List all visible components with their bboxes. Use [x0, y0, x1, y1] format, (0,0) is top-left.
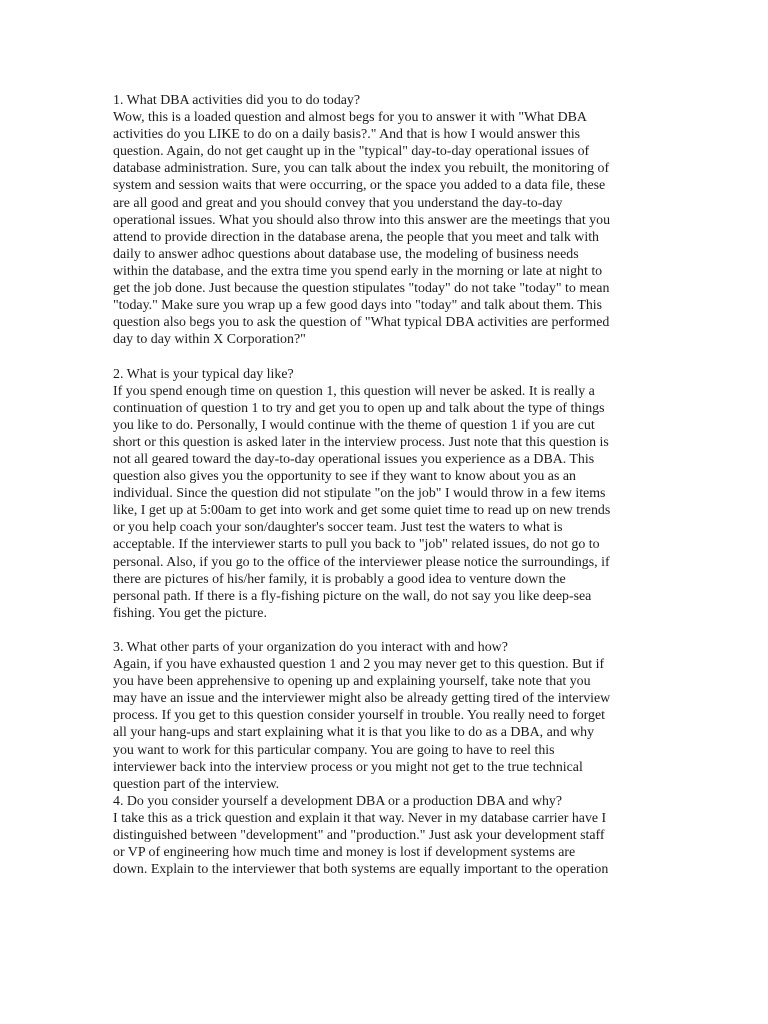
- body-text-line: you like to do. Personally, I would continue with the theme of question 1 if you are cut: [113, 417, 595, 433]
- body-text-line: I take this as a trick question and explain it that way. Never in my database carrier have I: [113, 810, 607, 826]
- body-text-line: distinguished between "development" and "production." Just ask your development staff: [113, 828, 605, 844]
- body-text-line: If you spend enough time on question 1, this question will never be asked. It is really a: [113, 383, 595, 399]
- body-text-line: not all geared toward the day-to-day operational issues you experience as a DBA. This: [113, 451, 595, 467]
- question-heading-line: 3. What other parts of your organization do you interact with and how?: [113, 640, 508, 655]
- body-text-line: personal path. If there is a fly-fishing picture on the wall, do not say you like deep-sea: [113, 588, 592, 604]
- body-text-line: acceptable. If the interviewer starts to pull you back to "job" related issues, do not go to: [113, 537, 600, 553]
- body-text-line: operational issues. What you should also throw into this answer are the meetings that you: [113, 212, 611, 228]
- question-heading-line: 1. What DBA activities did you to do today?: [113, 93, 361, 108]
- body-text-line: or you help coach your son/daughter's soccer team. Just test the waters to what is: [113, 520, 563, 536]
- paragraph-gap: [113, 348, 661, 365]
- body-text-line: Again, if you have exhausted question 1 and 2 you may never get to this question. But if: [113, 657, 605, 673]
- body-text-line: individual. Since the question did not stipulate "on the job" I would throw in a few items: [113, 486, 606, 502]
- body-text-line: daily to answer adhoc questions about database use, the modeling of business needs: [113, 246, 579, 262]
- body-text-line: Wow, this is a loaded question and almost begs for you to answer it with "What DBA: [113, 110, 587, 126]
- body-text-line: "today." Make sure you wrap up a few good days into "today" and talk about them. This: [113, 298, 603, 314]
- body-text-line: database administration. Sure, you can talk about the index you rebuilt, the monitoring of: [113, 161, 610, 177]
- body-text-line: activities do you LIKE to do on a daily basis?." And that is how I would answer this: [113, 127, 581, 143]
- body-text-line: question. Again, do not get caught up in the "typical" day-to-day operational issues of: [113, 144, 590, 160]
- body-text-line: or VP of engineering how much time and money is lost if development systems are: [113, 845, 576, 861]
- body-text-line: personal. Also, if you go to the office of the interviewer please notice the surroundings, if: [113, 554, 610, 570]
- paragraph-gap: [113, 622, 661, 639]
- body-text-line: are all good and great and you should convey that you understand the day-to-day: [113, 195, 563, 211]
- body-text-line: attend to provide direction in the database arena, the people that you meet and talk with: [113, 229, 600, 245]
- body-text-line: continuation of question 1 to try and get you to open up and talk about the type of things: [113, 400, 605, 416]
- body-text-line: you have been apprehensive to opening up and explaining yourself, take note that you: [113, 674, 591, 690]
- body-text-line: process. If you get to this question consider yourself in trouble. You really need to forget: [113, 708, 605, 724]
- body-text-line: down. Explain to the interviewer that both systems are equally important to the operation: [113, 862, 609, 878]
- body-text-line: interviewer back into the interview process or you might not get to the true technical: [113, 759, 583, 775]
- body-text-line: you want to work for this particular company. You are going to have to reel this: [113, 742, 555, 758]
- body-text-line: short or this question is asked later in the interview process. Just note that this question is: [113, 434, 609, 450]
- body-text-line: system and session waits that were occurring, or the space you added to a data file, these: [113, 178, 606, 194]
- question-heading-line: 2. What is your typical day like?: [113, 366, 294, 382]
- body-text-line: question also gives you the opportunity to see if they want to know about you as an: [113, 469, 576, 485]
- body-text-line: fishing. You get the picture.: [113, 605, 267, 621]
- body-text-line: like, I get up at 5:00am to get into work and get some quiet time to read up on new trends: [113, 503, 611, 519]
- body-text-line: within the database, and the extra time you spend early in the morning or late at night to: [113, 263, 603, 279]
- body-text-line: all your hang-ups and start explaining what it is that you like to do as a DBA, and why: [113, 725, 595, 741]
- body-text-line: get the job done. Just because the question stipulates "today" do not take "today" to mean: [113, 281, 610, 297]
- body-text-line: may have an issue and the interviewer might also be already getting tired of the interview: [113, 691, 611, 707]
- body-text-line: question part of the interview.: [113, 776, 280, 792]
- document-body: [113, 92, 661, 878]
- body-text-line: day to day within X Corporation?": [113, 332, 306, 348]
- body-text-line: there are pictures of his/her family, it is probably a good idea to venture down the: [113, 571, 566, 587]
- body-text-line: question also begs you to ask the question of "What typical DBA activities are performed: [113, 315, 610, 331]
- body-text-line: 4. Do you consider yourself a development DBA or a production DBA and why?: [113, 793, 563, 809]
